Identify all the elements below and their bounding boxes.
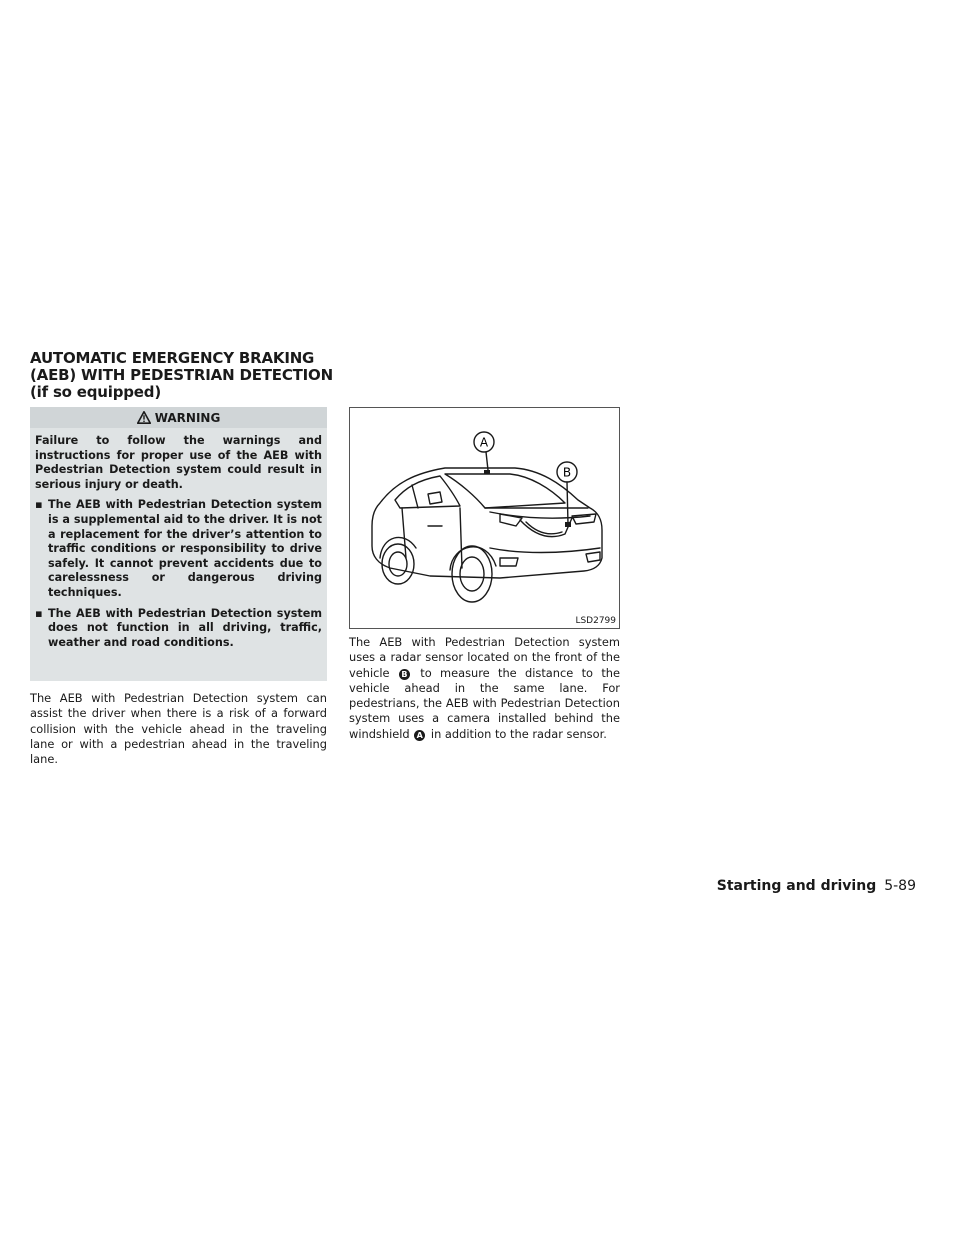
section-title-line-2: (AEB) WITH PEDESTRIAN DETECTION <box>30 366 333 384</box>
bullet-marker: ▪ <box>35 498 43 512</box>
body-right-part-2: to measure the distance to the vehicle ahead in the same lane. For pedestrians, the AEB with Pedestrian Detection system uses a camera installed behind the windshield <box>349 665 621 741</box>
body-right-part-3: in addition to the radar sensor. <box>430 726 607 741</box>
bullet-marker: ▪ <box>35 606 43 620</box>
warning-bullet-text: The AEB with Pedestrian Detection system does not function in all driving, traffic, weather and road conditions. <box>48 606 322 649</box>
warning-bullet-text: The AEB with Pedestrian Detection system is a supplemental aid to the driver. It is not a replacement for the driver’s attention to traffic conditions or responsibility to drive safely. It cannot prevent accidents due to carelessness or dangerous driving techniques. <box>48 498 322 599</box>
callout-label-b: B <box>562 465 572 480</box>
warning-body <box>30 428 327 650</box>
callout-label-a: A <box>479 435 489 450</box>
suv-sensor-illustration <box>350 408 619 628</box>
section-title-line-1: AUTOMATIC EMERGENCY BRAKING <box>30 349 315 367</box>
callout-badge-b: B <box>399 669 410 680</box>
warning-header-label: WARNING <box>154 410 221 425</box>
warning-header <box>30 407 327 428</box>
figure-code: LSD2799 <box>575 616 616 626</box>
body-paragraph-right <box>349 635 620 742</box>
warning-bullet <box>35 498 322 600</box>
footer-chapter: Starting and driving <box>716 878 877 894</box>
warning-bullet <box>35 607 322 651</box>
warning-box <box>30 407 327 681</box>
warning-triangle-icon <box>137 411 151 424</box>
callout-badge-a: A <box>414 730 425 741</box>
section-title <box>30 350 340 401</box>
warning-intro: Failure to follow the warnings and instructions for proper use of the AEB with Pedestrian Detection system could result in serious injury or death. <box>35 434 322 491</box>
vehicle-figure <box>349 407 620 629</box>
footer-page-number: 5-89 <box>884 878 916 894</box>
page-footer <box>717 878 916 894</box>
body-right-part-1: The AEB with Pedestrian Detection system uses a radar sensor located on the front of the vehicle <box>349 635 620 680</box>
body-paragraph-left: The AEB with Pedestrian Detection system can assist the driver when there is a risk of a forward collision with the vehicle ahead in the traveling lane or with a pedestrian ahead in the traveling lane. <box>30 691 327 767</box>
section-title-line-3: (if so equipped) <box>30 383 161 401</box>
